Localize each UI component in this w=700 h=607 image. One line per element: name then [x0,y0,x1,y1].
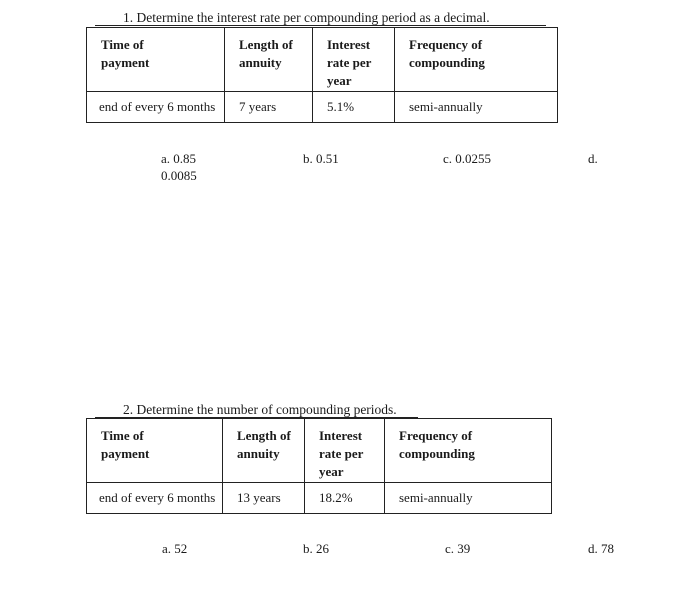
cell-rate: 18.2% [305,483,385,514]
q1-option-a[interactable]: a. 0.85 0.0085 [161,151,197,183]
table-row [87,92,558,123]
q2-option-c[interactable]: c. 39 [445,541,471,556]
question-2-table [86,418,552,514]
header-frequency: Frequency of compounding [395,28,558,92]
question-1-table [86,27,558,123]
cell-length: 13 years [223,483,305,514]
cell-time: end of every 6 months [87,483,223,514]
header-time-of-payment: Time of payment [87,419,223,483]
cell-frequency: semi-annually [395,92,558,123]
table-header-row [87,419,552,483]
table-header-row [87,28,558,92]
cell-frequency: semi-annually [385,483,552,514]
header-frequency: Frequency of compounding [385,419,552,483]
q2-option-a[interactable]: a. 52 [162,541,188,556]
cell-length: 7 years [225,92,313,123]
q1-option-d[interactable]: d. [588,151,598,166]
header-interest-rate: Interest rate per year [313,28,395,92]
header-interest-rate: Interest rate per year [305,419,385,483]
cell-rate: 5.1% [313,92,395,123]
header-time-of-payment: Time of payment [87,28,225,92]
table-row [87,483,552,514]
q1-option-b[interactable]: b. 0.51 [303,151,339,166]
header-length-of-annuity: Length of annuity [223,419,305,483]
question-1-title: 1. Determine the interest rate per compounding period as a decimal. [95,10,546,26]
q1-option-c[interactable]: c. 0.0255 [443,151,492,166]
header-length-of-annuity: Length of annuity [225,28,313,92]
q2-option-b[interactable]: b. 26 [303,541,329,556]
cell-time: end of every 6 months [87,92,225,123]
question-2-title: 2. Determine the number of compounding periods. [95,402,418,418]
q2-option-d[interactable]: d. 78 [588,541,614,556]
